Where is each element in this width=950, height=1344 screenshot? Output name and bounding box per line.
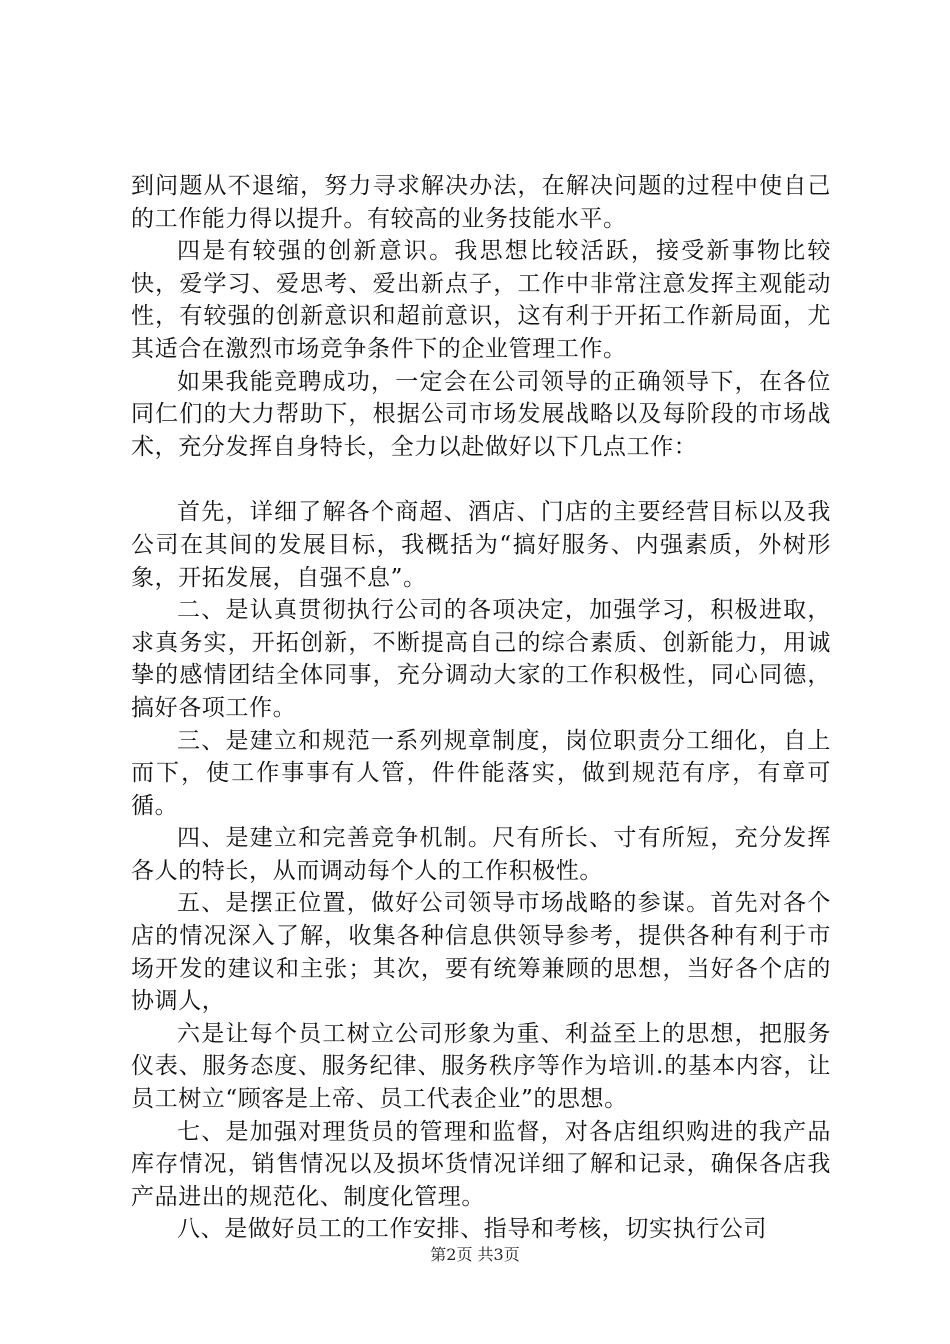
- paragraph-innovation: 四是有较强的创新意识。我思想比较活跃，接受新事物比较快，爱学习、爱思考、爱出新点子，工作中非常注意发挥主观能动性，有较强的创新意识和超前意识，这有利于开拓工作新局面，尤其适合在激烈市场竞争条件下的企业管理工作。: [131, 238, 831, 362]
- paragraph-fourth: 四、是建立和完善竞争机制。尺有所长、寸有所短，充分发挥各人的特长，从而调动每个人的工作积极性。: [131, 825, 831, 884]
- page-number-footer: 第2页 共3页: [430, 1245, 520, 1264]
- paragraph-first: 首先，详细了解各个商超、酒店、门店的主要经营目标以及我公司在其间的发展目标，我概括为“搞好服务、内强素质，外树形象，开拓发展，自强不息”。: [131, 499, 831, 591]
- paragraph-seventh: 七、是加强对理货员的管理和监督，对各店组织购进的我产品库存情况，销售情况以及损坏货情况详细了解和记录，确保各店我产品进出的规范化、制度化管理。: [131, 1118, 831, 1210]
- paragraph-eighth: 八、是做好员工的工作安排、指导和考核，切实执行公司: [177, 1216, 767, 1243]
- paragraph-second: 二、是认真贯彻执行公司的各项决定，加强学习，积极进取，求真务实，开拓创新，不断提高自己的综合素质、创新能力，用诚挚的感情团结全体同事，充分调动大家的工作积极性，同心同德，搞好各项工作。: [131, 597, 831, 721]
- paragraph-fifth: 五、是摆正位置，做好公司领导市场战略的参谋。首先对各个店的情况深入了解，收集各种信息供领导参考，提供各种有利于市场开发的建议和主张；其次，要有统筹兼顾的思想，当好各个店的协调人，: [131, 890, 831, 1015]
- paragraph-sixth: 六是让每个员工树立公司形象为重、利益至上的思想，把服务仪表、服务态度、服务纪律、服务秩序等作为培训.的基本内容，让员工树立“顾客是上帝、员工代表企业”的思想。: [131, 1020, 831, 1113]
- paragraph-continuation: 到问题从不退缩，努力寻求解决办法，在解决问题的过程中使自己的工作能力得以提升。有较高的业务技能水平。: [131, 173, 831, 232]
- paragraph-third: 三、是建立和规范一系列规章制度，岗位职责分工细化，自上而下，使工作事事有人管，件件能落实，做到规范有序，有章可循。: [131, 727, 831, 819]
- paragraph-if-successful: 如果我能竞聘成功，一定会在公司领导的正确领导下，在各位同仁们的大力帮助下，根据公司市场发展战略以及每阶段的市场战术，充分发挥自身特长，全力以赴做好以下几点工作：: [131, 368, 831, 460]
- document-body: [131, 170, 831, 1246]
